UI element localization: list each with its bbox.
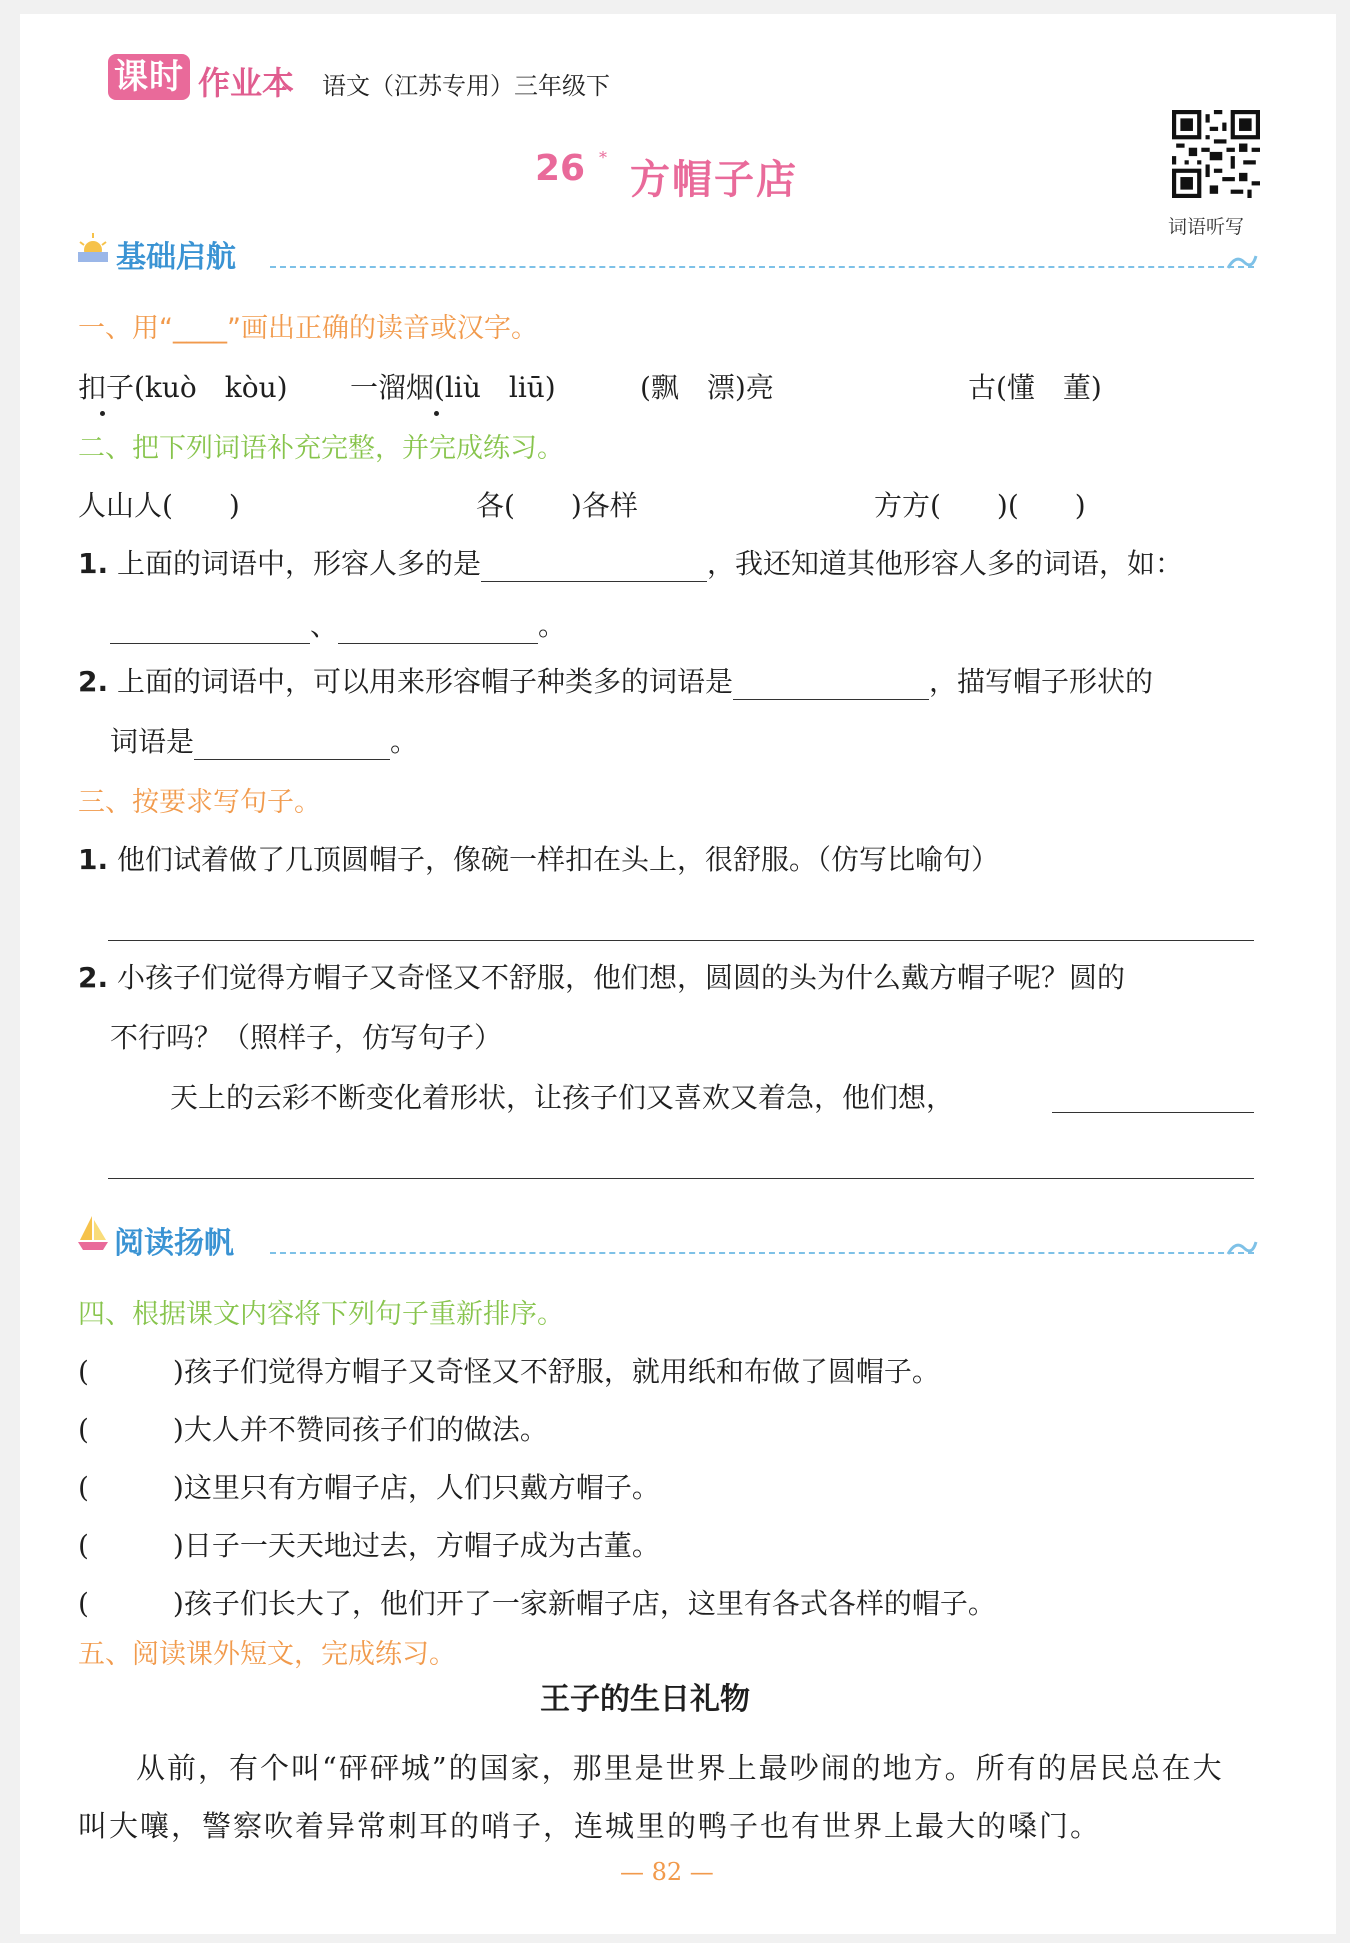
qr-code-icon[interactable] xyxy=(1172,110,1260,198)
answer-blank[interactable] xyxy=(194,729,390,760)
q2-word-2[interactable]: 各( )各样 xyxy=(476,489,638,522)
q4-item-3[interactable]: ( )这里只有方帽子店，人们只戴方帽子。 xyxy=(78,1471,660,1504)
worksheet-page xyxy=(20,14,1336,1934)
q4-item-5[interactable]: ( )孩子们长大了，他们开了一家新帽子店，这里有各式各样的帽子。 xyxy=(78,1587,996,1620)
q3-example-sentence: 天上的云彩不断变化着形状，让孩子们又喜欢又着急，他们想， xyxy=(170,1081,955,1114)
section-divider xyxy=(270,1252,1254,1254)
question-4-title: 四、根据课文内容将下列句子重新排序。 xyxy=(78,1299,564,1330)
brand-logo: 课时 xyxy=(108,54,190,100)
q4-item-2[interactable]: ( )大人并不赞同孩子们的做法。 xyxy=(78,1413,548,1446)
answer-blank[interactable] xyxy=(110,613,310,644)
section-title-basics: 基础启航 xyxy=(116,240,236,275)
q1-item-4[interactable]: 古(懂 董) xyxy=(968,371,1102,404)
brand-suffix: 作业本 xyxy=(198,64,295,102)
q2-subquestion-2: 2. 上面的词语中，可以用来形容帽子种类多的词语是 ，描写帽子形状的 xyxy=(78,665,1154,698)
q2-word-3[interactable]: 方方( )( ) xyxy=(874,489,1086,522)
question-5-title: 五、阅读课外短文，完成练习。 xyxy=(78,1639,456,1670)
article-title: 王子的生日礼物 xyxy=(540,1682,750,1717)
answer-line[interactable] xyxy=(108,940,1254,941)
q1-item-1[interactable]: 扣子(kuò kòu) xyxy=(78,371,288,404)
answer-blank[interactable] xyxy=(733,669,929,700)
page-number: — 82 — xyxy=(620,1858,714,1886)
question-3-title: 三、按要求写句子。 xyxy=(78,787,321,818)
q3-subquestion-2: 2. 小孩子们觉得方帽子又奇怪又不舒服，他们想，圆圆的头为什么戴方帽子呢？圆的 xyxy=(78,961,1126,994)
qr-caption: 词语听写 xyxy=(1168,216,1245,238)
section-title-reading: 阅读扬帆 xyxy=(114,1226,234,1261)
q1-item-3[interactable]: (飘 漂)亮 xyxy=(640,371,774,404)
q4-item-4[interactable]: ( )日子一天天地过去，方帽子成为古董。 xyxy=(78,1529,660,1562)
question-2-title: 二、把下列词语补充完整，并完成练习。 xyxy=(78,433,564,464)
wave-icon xyxy=(1226,250,1258,272)
answer-blank[interactable] xyxy=(481,551,707,582)
answer-line[interactable] xyxy=(1052,1112,1254,1113)
lesson-title: 方帽子店 xyxy=(630,157,798,203)
emphasis-dot xyxy=(100,411,105,416)
article-paragraph-line-2: 叫大嚷，警察吹着异常刺耳的哨子，连城里的鸭子也有世界上最大的嗓门。 xyxy=(78,1809,1102,1843)
answer-blank[interactable] xyxy=(338,613,538,644)
section-divider xyxy=(270,266,1254,268)
q3-subquestion-2-cont: 不行吗？（照样子，仿写句子） xyxy=(110,1021,503,1054)
q2-word-1[interactable]: 人山人( ) xyxy=(78,489,240,522)
wave-icon xyxy=(1226,1236,1258,1258)
sunrise-icon xyxy=(76,230,110,264)
article-paragraph-line-1: 从前，有个叫“砰砰城”的国家，那里是世界上最吵闹的地方。所有的居民总在大 xyxy=(136,1751,1224,1785)
q2-subquestion-1: 1. 上面的词语中，形容人多的是 ，我还知道其他形容人多的词语，如： xyxy=(78,547,1184,580)
lesson-star: * xyxy=(599,148,607,167)
q3-subquestion-1: 1. 他们试着做了几顶圆帽子，像碗一样扣在头上，很舒服。（仿写比喻句） xyxy=(78,843,1000,876)
q1-item-2[interactable]: 一溜烟(liù liū) xyxy=(350,371,556,404)
q4-item-1[interactable]: ( )孩子们觉得方帽子又奇怪又不舒服，就用纸和布做了圆帽子。 xyxy=(78,1355,940,1388)
q2-subquestion-1-blanks: 、 。 xyxy=(110,604,566,644)
q2-subquestion-2-cont: 词语是 。 xyxy=(110,725,419,758)
subject-label: 语文（江苏专用）三年级下 xyxy=(322,72,610,100)
sailboat-icon xyxy=(76,1214,110,1252)
answer-line[interactable] xyxy=(108,1178,1254,1179)
question-1-title: 一、用“____”画出正确的读音或汉字。 xyxy=(78,313,538,344)
emphasis-dot xyxy=(434,411,439,416)
lesson-number: 26 xyxy=(535,148,586,189)
